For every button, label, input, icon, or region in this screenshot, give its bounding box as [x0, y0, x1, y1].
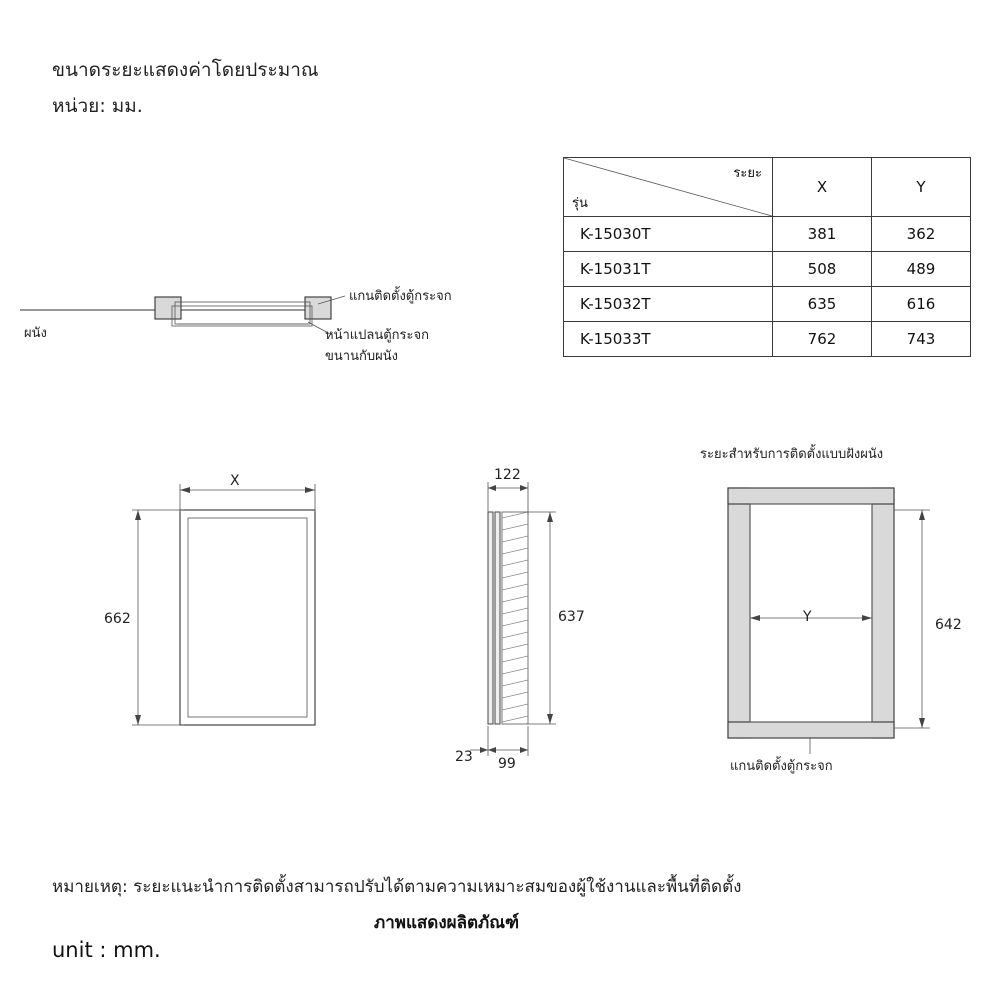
table-corner-cell [564, 158, 773, 217]
front-view-height-label: 662 [104, 611, 131, 627]
table-row [564, 217, 971, 252]
table-cell-y: 743 [872, 322, 971, 357]
side-view-drawing [440, 460, 630, 780]
table-corner-row-label: รุ่น [572, 196, 588, 211]
table-row [564, 252, 971, 287]
recess-view-bottom-label: แกนติดตั้งตู้กระจก [730, 759, 833, 774]
table-cell-y: 362 [872, 217, 971, 252]
table-cell-model: K-15033T [564, 322, 773, 357]
dimension-table [563, 157, 971, 357]
table-cell-x: 381 [773, 217, 872, 252]
footer-note: หมายเหตุ: ระยะแนะนำการติดตั้งสามารถปรับได้ตามความเหมาะสมของผู้ใช้งานและพื้นที่ติดตั้ง [52, 877, 742, 897]
table-row [564, 322, 971, 357]
recess-view-width-label: Y [803, 609, 812, 625]
table-col-x: X [773, 158, 872, 217]
top-view-wall-label: ผนัง [24, 326, 47, 341]
recess-view-title: ระยะสำหรับการติดตั้งแบบฝังผนัง [700, 447, 884, 462]
side-view-top-dim: 122 [494, 467, 521, 483]
header-line-2: หน่วย: มม. [52, 95, 143, 117]
top-view-front-callout-1: หน้าแปลนตู้กระจก [325, 328, 430, 343]
front-view-width-label: X [230, 473, 240, 489]
footer-unit: unit : mm. [52, 938, 161, 962]
header-line-1: ขนาดระยะแสดงค่าโดยประมาณ [52, 59, 319, 81]
side-view-height-dim: 637 [558, 609, 585, 625]
side-view-bottom-dim-right: 99 [498, 756, 516, 772]
top-view-drawing [0, 260, 520, 380]
table-cell-y: 616 [872, 287, 971, 322]
table-cell-model: K-15030T [564, 217, 773, 252]
table-header-row [564, 158, 971, 217]
table-corner-col-label: ระยะ [733, 166, 762, 181]
recess-view-height-label: 642 [935, 617, 962, 633]
table-cell-x: 762 [773, 322, 872, 357]
footer-caption: ภาพแสดงผลิตภัณฑ์ [374, 913, 520, 933]
table-cell-model: K-15031T [564, 252, 773, 287]
table-cell-x: 508 [773, 252, 872, 287]
table-cell-x: 635 [773, 287, 872, 322]
table-cell-model: K-15032T [564, 287, 773, 322]
side-view-bottom-dim-left: 23 [455, 749, 473, 765]
top-view-axle-callout: แกนติดตั้งตู้กระจก [349, 289, 452, 304]
table-col-y: Y [872, 158, 971, 217]
table-cell-y: 489 [872, 252, 971, 287]
table-row [564, 287, 971, 322]
top-view-front-callout-2: ขนานกับผนัง [325, 349, 398, 364]
front-view-drawing [110, 460, 350, 760]
